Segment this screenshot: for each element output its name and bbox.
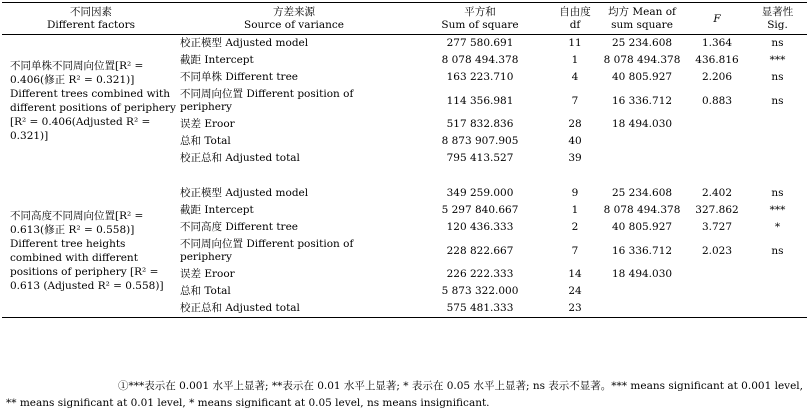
- source-cell: 不同周向位置 Different position of periphery: [180, 88, 354, 113]
- source-cell: 不同周向位置 Different position of periphery: [180, 238, 354, 263]
- ms-cell: [598, 300, 686, 318]
- footnote-line-1: ①***表示在 0.001 水平上显著; **表示在 0.01 水平上显著; * 表示在 0.05 水平上显著; ns 表示不显著。*** means significant at 0.001 level,: [118, 380, 803, 392]
- ss-cell: 349 259.000: [446, 187, 514, 199]
- header-sig-en: Sig.: [767, 19, 788, 31]
- ms-cell: 16 336.712: [611, 94, 673, 107]
- ss-cell: 8 078 494.378: [441, 54, 519, 66]
- header-f-label: F: [713, 12, 721, 25]
- f-cell: [686, 116, 748, 133]
- sig-cell: [748, 116, 807, 133]
- ss-cell: 226 222.333: [446, 268, 514, 280]
- sig-cell: [748, 283, 807, 300]
- sig-cell: ***: [769, 204, 786, 216]
- df-cell: 7: [571, 244, 579, 257]
- source-cell: 总和 Total: [180, 135, 231, 147]
- source-cell: 截距 Intercept: [180, 54, 254, 66]
- table-row: [2, 185, 807, 202]
- df-cell: 11: [568, 37, 582, 49]
- header-df-cn: 自由度: [559, 6, 591, 18]
- header-ms-cn: 均方 Mean of: [608, 6, 676, 18]
- ss-cell: 517 832.836: [446, 118, 514, 130]
- ms-cell: 8 078 494.378: [603, 54, 681, 66]
- sig-cell: [748, 133, 807, 150]
- group2-body: [2, 185, 807, 318]
- df-cell: 2: [571, 221, 579, 233]
- ms-cell: 40 805.927: [611, 71, 673, 83]
- sig-cell: ns: [771, 71, 784, 83]
- group1-factor-en: Different trees combined with different positions of periphery [R² = 0.406(Adjusted R² = 0.321)]: [10, 88, 176, 142]
- sig-cell: ns: [771, 187, 784, 199]
- f-cell: 2.023: [701, 244, 733, 257]
- df-cell: 9: [571, 187, 579, 199]
- source-cell: 校正模型 Adjusted model: [180, 37, 309, 49]
- f-cell: 327.862: [695, 204, 739, 216]
- ms-cell: 8 078 494.378: [603, 204, 681, 216]
- ms-cell: 40 805.927: [611, 221, 673, 233]
- df-cell: 23: [568, 302, 582, 314]
- ss-cell: 228 822.667: [446, 244, 514, 257]
- source-cell: 校正总和 Adjusted total: [180, 152, 300, 164]
- anova-table: [2, 2, 807, 318]
- source-cell: 校正模型 Adjusted model: [180, 187, 309, 199]
- f-cell: [686, 283, 748, 300]
- sig-cell: [748, 300, 807, 318]
- header-source: [180, 3, 408, 35]
- group2-factor-cn: 不同高度不同周向位置[R² = 0.613(修正 R² = 0.558)]: [10, 210, 144, 236]
- ms-cell: [598, 283, 686, 300]
- sig-cell: *: [774, 221, 781, 233]
- df-cell: 7: [571, 94, 579, 107]
- ss-cell: 575 481.333: [446, 302, 514, 314]
- f-cell: [686, 300, 748, 318]
- f-cell: [686, 133, 748, 150]
- f-cell: [686, 266, 748, 283]
- sig-cell: ns: [771, 94, 784, 107]
- f-cell: 1.364: [701, 37, 733, 49]
- source-cell: 不同高度 Different tree: [180, 221, 299, 233]
- ss-cell: 5 873 322.000: [441, 285, 519, 297]
- df-cell: 14: [568, 268, 582, 280]
- group2-factor: [2, 185, 180, 318]
- df-cell: 1: [571, 204, 579, 216]
- source-cell: 误差 Eroor: [180, 268, 235, 280]
- header-df-en: df: [569, 19, 581, 31]
- header-ss-cn: 平方和: [464, 6, 496, 18]
- group2-factor-en: Different tree heights combined with different positions of periphery [R² = 0.613 (Adjusted R² = 0.558)]: [10, 238, 164, 292]
- ms-cell: 16 336.712: [611, 244, 673, 257]
- header-ms: [598, 3, 686, 35]
- header-ms-en: sum square: [611, 19, 673, 31]
- f-cell: 2.206: [701, 71, 733, 83]
- header-factor-en: Different factors: [47, 19, 135, 31]
- ms-cell: 25 234.608: [611, 37, 673, 49]
- source-cell: 校正总和 Adjusted total: [180, 302, 300, 314]
- sig-cell: [748, 266, 807, 283]
- f-cell: 436.816: [695, 54, 739, 66]
- footnote-line-2: ** means significant at 0.01 level, * means significant at 0.05 level, ns means insignificant.: [6, 397, 490, 409]
- group1-body: [2, 35, 807, 168]
- group1-factor: [2, 35, 180, 168]
- header-ss: [408, 3, 552, 35]
- ss-cell: 5 297 840.667: [441, 204, 519, 216]
- table-row: [2, 35, 807, 53]
- df-cell: 39: [568, 152, 582, 164]
- ms-cell: [598, 150, 686, 167]
- table-footnote: [2, 378, 807, 412]
- f-cell: 3.727: [701, 221, 733, 233]
- df-cell: 40: [568, 135, 582, 147]
- ms-cell: 18 494.030: [611, 268, 673, 280]
- source-cell: 不同单株 Different tree: [180, 71, 299, 83]
- sig-cell: [748, 150, 807, 167]
- header-factor-cn: 不同因素: [70, 6, 112, 18]
- ms-cell: 18 494.030: [611, 118, 673, 130]
- header-ss-en: Sum of square: [441, 19, 519, 31]
- ss-cell: 114 356.981: [446, 94, 514, 107]
- f-cell: 0.883: [701, 94, 733, 107]
- ss-cell: 277 580.691: [446, 37, 514, 49]
- source-cell: 误差 Eroor: [180, 118, 235, 130]
- df-cell: 28: [568, 118, 582, 130]
- table-header: [2, 3, 807, 35]
- sig-cell: ***: [769, 54, 786, 66]
- source-cell: 总和 Total: [180, 285, 231, 297]
- ms-cell: 25 234.608: [611, 187, 673, 199]
- group-spacer: [2, 167, 807, 185]
- header-source-cn: 方差来源: [273, 6, 315, 18]
- header-sig: [748, 3, 807, 35]
- header-sig-cn: 显著性: [761, 6, 794, 18]
- f-cell: [686, 150, 748, 167]
- header-f: [686, 3, 748, 35]
- header-df: [552, 3, 598, 35]
- ss-cell: 8 873 907.905: [441, 135, 519, 147]
- sig-cell: ns: [771, 244, 784, 257]
- ss-cell: 163 223.710: [446, 71, 514, 83]
- df-cell: 4: [571, 71, 579, 83]
- source-cell: 截距 Intercept: [180, 204, 254, 216]
- df-cell: 24: [568, 285, 582, 297]
- sig-cell: ns: [771, 37, 784, 49]
- ms-cell: [598, 133, 686, 150]
- header-factor: [2, 3, 180, 35]
- header-source-en: Source of variance: [244, 19, 344, 31]
- df-cell: 1: [571, 54, 579, 66]
- ss-cell: 795 413.527: [446, 152, 514, 164]
- f-cell: 2.402: [701, 187, 733, 199]
- ss-cell: 120 436.333: [446, 221, 514, 233]
- group1-factor-cn: 不同单株不同周向位置[R² = 0.406(修正 R² = 0.321)]: [10, 60, 144, 86]
